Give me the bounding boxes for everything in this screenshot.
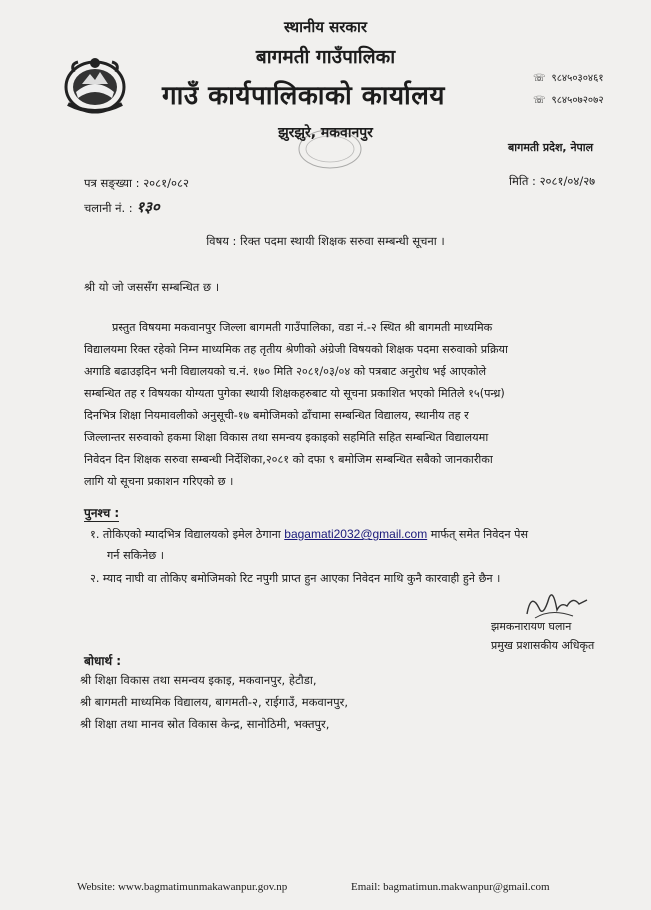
phone-number-2 [533,92,604,106]
header-address: झुरझुरे, मकवानपुर [278,125,373,141]
school-email-link[interactable]: bagamati2032@gmail.com [284,527,428,541]
signature-icon [521,588,591,622]
cc-recipient: श्री शिक्षा विकास तथा समन्वय इकाइ, मकवानपुर, हेटौडा, [80,673,317,687]
phone-icon: ☏ [533,73,546,84]
note-1-text-after: मार्फत् समेत निवेदन पेस [430,528,529,541]
note-1-text: १. तोकिएको म्यादभित्र विद्यालयको इमेल ठेगाना [90,528,281,541]
punascha-note-2: २. म्याद नाघी वा तोकिए बमोजिमको रिट नपुगी प्राप्त हुन आएका निवेदन माथि कुनै कारवाही हुने छैन । [90,572,501,585]
body-line: सम्बन्धित तह र विषयका योग्यता पुगेका स्थायी शिक्षकहरुबाट यो सूचना प्रकाशित भएको मितिले १५(पन्ध्र) [84,387,505,400]
body-line: दिनभित्र शिक्षा नियमावलीको अनुसूची-१७ बमोजिमको ढाँचामा सम्बन्धित विद्यालय, स्थानीय तह र [84,409,469,422]
punascha-note-1 [90,527,528,542]
signatory-title: प्रमुख प्रशासकीय अधिकृत [491,639,595,652]
phone-number-1 [533,70,604,84]
chalani-number [84,197,160,217]
body-line: विद्यालयमा रिक्त रहेको निम्न माध्यमिक तह तृतीय श्रेणीको अंग्रेजी विषयको शिक्षक पदमा सरुवाको प्रक्रिया [84,343,508,356]
phone-2-value: ९८४५०७२०७२ [551,95,604,106]
chalani-handwritten-value: १३० [136,198,160,216]
footer-email[interactable]: Email: bagmatimun.makwanpur@gmail.com [351,881,550,893]
chalani-label: चलानी नं. : [84,201,133,215]
footer-website[interactable]: Website: www.bagmatimunmakawanpur.gov.np [77,881,288,893]
phone-icon: ☏ [533,95,546,106]
cc-recipient: श्री शिक्षा तथा मानव स्रोत विकास केन्द्र, सानोठिमी, भक्तपुर, [80,717,330,731]
cc-recipient: श्री बागमती माध्यमिक विद्यालय, बागमती-२, राईगाउँ, मकवानपुर, [80,695,349,709]
signatory-name: झमकनारायण घलान [491,620,572,633]
body-line: जिल्लान्तर सरुवाको हकमा शिक्षा विकास तथा समन्वय इकाइको सहमिति सहित सम्बन्धित विद्यालयमा [84,431,489,444]
body-line: निवेदन दिन शिक्षक सरुवा सम्बन्धी निर्देशिका,२०८१ को दफा ९ बमोजिम सम्बन्धित सबैको जानकारीका [84,453,493,466]
patra-sankhya: पत्र सङ्ख्या : २०८१/०८२ [84,176,189,190]
body-line: लागि यो सूचना प्रकाशन गरिएको छ । [84,475,234,488]
letter-subject: विषय : रिक्त पदमा स्थायी शिक्षक सरुवा सम्बन्धी सूचना । [206,234,445,248]
punascha-heading: पुनश्च : [84,506,120,520]
province-label: बागमती प्रदेश, नेपाल [508,141,594,154]
office-stamp-icon [296,126,364,172]
body-line: अगाडि बढाउइदिन भनी विद्यालयको च.नं. १७० मिति २०८१/०३/०४ को पत्रबाट अनुरोध भई आएकोले [84,365,487,378]
phone-1-value: ९८४५०३०४६१ [551,73,604,84]
letter-greeting: श्री यो जो जससँग सम्बन्धित छ । [84,280,220,294]
bodhartha-heading: बोधार्थ : [84,654,122,668]
letter-date: मिति : २०८१/०४/२७ [509,174,596,188]
header-office-title: गाउँ कार्यपालिकाको कार्यालय [162,81,445,111]
header-local-government: स्थानीय सरकार [284,18,367,36]
punascha-note-1-cont: गर्न सकिनेछ । [107,549,164,562]
header-municipality: बागमती गाउँपालिका [255,46,396,68]
body-line: प्रस्तुत विषयमा मकवानपुर जिल्ला बागमती गाउँपालिका, वडा नं.-२ स्थित श्री बागमती माध्यमिक [112,321,493,334]
